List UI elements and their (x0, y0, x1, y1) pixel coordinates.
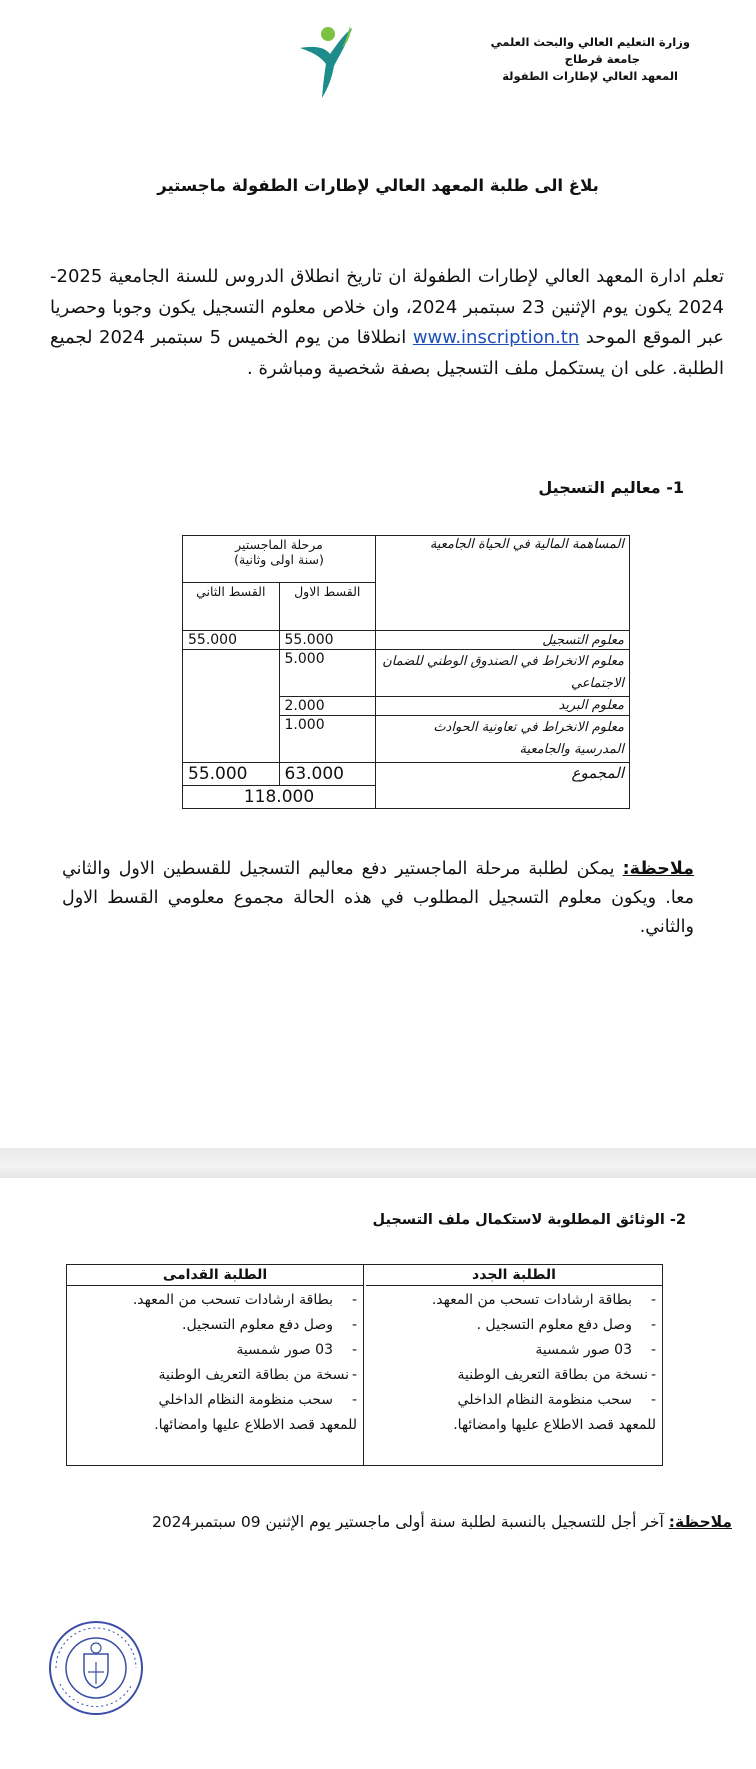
note-text: يمكن لطلبة مرحلة الماجستير دفع معاليم التسجيل للقسطين الاول والثاني معا. ويكون معلوم التسجيل المطلوب في هذه الحالة مجموع معلومي القسط الاول والثاني. (62, 859, 694, 937)
stage-header (183, 536, 376, 583)
table-row (183, 650, 630, 697)
fees-table (182, 535, 630, 809)
inscription-link[interactable]: www.inscription.tn (412, 327, 580, 348)
grand-total: 118.000 (183, 786, 376, 809)
total-label: المجموع (376, 763, 630, 809)
cell-first: 5.000 (279, 650, 375, 697)
row-label: معلوم التسجيل (376, 631, 630, 650)
intro-paragraph (50, 262, 724, 384)
total-first: 63.000 (279, 763, 375, 786)
table-row (183, 763, 630, 786)
cell-first: 1.000 (279, 716, 375, 763)
header-block (490, 34, 690, 85)
announcement-title: بلاغ الى طلبة المعهد العالي لإطارات الطفولة ماجستير (157, 176, 599, 195)
section-documents-title: 2- الوثائق المطلوبة لاستكمال ملف التسجيل (372, 1212, 686, 1228)
note-label: ملاحظة: (622, 859, 694, 879)
cell-first: 55.000 (279, 631, 375, 650)
page-two (0, 1178, 756, 1769)
new-students-column (366, 1265, 662, 1465)
list-item: -بطاقة ارشادات تسحب من المعهد. (431, 1292, 656, 1308)
note-text: آخر أجل للتسجيل بالنسبة لطلبة سنة أولى ماجستير يوم الإثنين 09 سبتمبر2024 (151, 1513, 664, 1531)
page-separator (0, 1148, 756, 1178)
list-item: -نسخة من بطاقة التعريف الوطنية (457, 1367, 656, 1383)
table-header-label: المساهمة المالية في الحياة الجامعية (376, 536, 630, 631)
list-item: للمعهد قصد الاطلاع عليها وامضائها. (453, 1417, 656, 1433)
list-item: -بطاقة ارشادات تسحب من المعهد. (132, 1292, 357, 1308)
row-label: معلوم البريد (376, 697, 630, 716)
cell-first: 2.000 (279, 697, 375, 716)
list-item: -وصل دفع معلوم التسجيل. (182, 1317, 357, 1333)
row-label: معلوم الانخراط في الصندوق الوطني للضمان الاجتماعي (376, 650, 630, 697)
col-second-installment: القسط الثاني (183, 583, 280, 631)
new-students-header: الطلبة الجدد (366, 1265, 662, 1286)
institute-name: المعهد العالي لإطارات الطفولة (502, 69, 678, 83)
university-name: جامعة قرطاج (564, 52, 640, 66)
official-stamp (46, 1618, 146, 1718)
row-label: معلوم الانخراط في تعاونية الحوادث المدرسية والجامعية (376, 716, 630, 763)
institute-logo (290, 24, 370, 100)
list-item: -سحب منظومة النظام الداخلي (158, 1392, 357, 1408)
table-row (183, 536, 630, 583)
total-second: 55.000 (183, 763, 280, 786)
list-item: -نسخة من بطاقة التعريف الوطنية (158, 1367, 357, 1383)
note-label: ملاحظة: (668, 1513, 732, 1531)
stage-subtitle: (سنة اولى وثانية) (234, 552, 324, 567)
old-students-column (67, 1265, 364, 1465)
cell-second (183, 650, 280, 763)
documents-table (66, 1264, 663, 1466)
old-students-header: الطلبة القدامى (67, 1265, 363, 1286)
intro-text-2: انطلاقا من يوم الخميس 5 سبتمبر 2024 لجميع الطلبة. على ان يستكمل ملف التسجيل بصفة شخصية ومباشرة . (50, 327, 724, 379)
ministry-name: وزارة التعليم العالي والبحث العلمي (490, 35, 690, 49)
stage-title: مرحلة الماجستير (235, 537, 323, 552)
list-item: -03 صور شمسية (535, 1342, 656, 1358)
intro-text-1: تعلم ادارة المعهد العالي لإطارات الطفولة ان تاريخ انطلاق الدروس للسنة الجامعية 2025-2024 يكون يوم الإثنين 23 سبتمبر 2024، وان خلاص معلوم التسجيل يكون وجوبا وحصريا عبر الموقع الموحد (50, 266, 724, 348)
list-item: -سحب منظومة النظام الداخلي (457, 1392, 656, 1408)
list-item: -وصل دفع معلوم التسجيل . (476, 1317, 656, 1333)
new-students-list (366, 1286, 662, 1438)
cell-second: 55.000 (183, 631, 280, 650)
old-students-list (67, 1286, 363, 1438)
note-fees (62, 855, 694, 942)
note-deadline (152, 1513, 732, 1531)
list-item: للمعهد قصد الاطلاع عليها وامضائها. (154, 1417, 357, 1433)
section-fees-title: 1- معاليم التسجيل (538, 478, 684, 497)
col-first-installment: القسط الاول (279, 583, 375, 631)
list-item: -03 صور شمسية (236, 1342, 357, 1358)
table-row (183, 631, 630, 650)
